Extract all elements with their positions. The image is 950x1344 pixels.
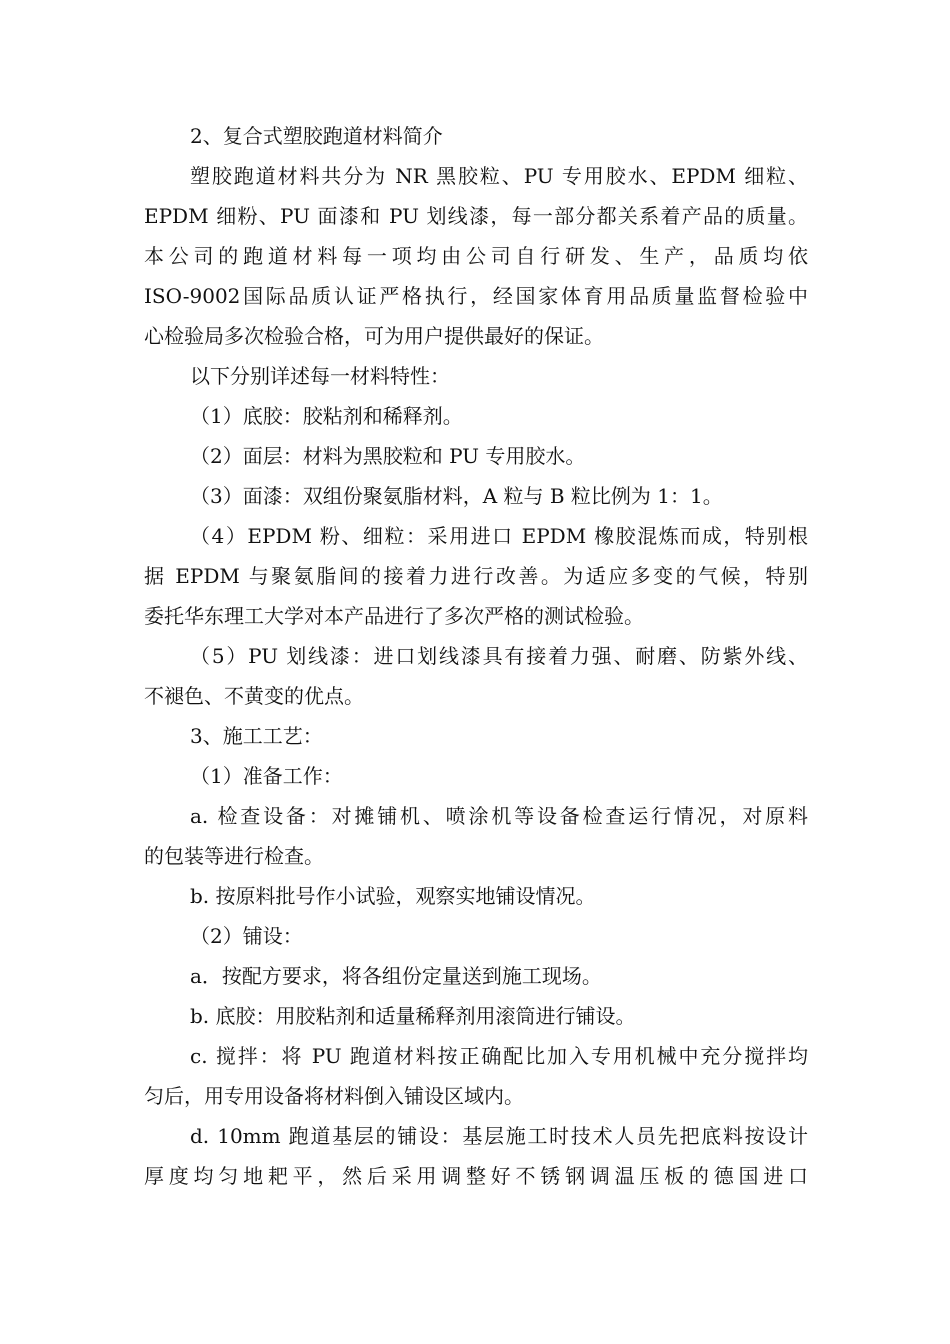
paragraph-line: 匀后，用专用设备将材料倒入铺设区域内。 [144, 1084, 524, 1108]
list-item: （2）面层：材料为黑胶粒和 PU 专用胶水。 [190, 444, 586, 468]
paragraph-line: 心检验局多次检验合格，可为用户提供最好的保证。 [144, 324, 604, 348]
list-item: c. 搅拌：将 PU 跑道材料按正确配比加入专用机械中充分搅拌均 [190, 1044, 808, 1068]
paragraph-line: EPDM 细粉、PU 面漆和 PU 划线漆，每一部分都关系着产品的质量。 [144, 204, 808, 228]
list-item: b. 按原料批号作小试验，观察实地铺设情况。 [190, 884, 596, 908]
list-item: （4）EPDM 粉、细粒：采用进口 EPDM 橡胶混炼而成，特别根 [190, 524, 808, 548]
list-item: d. 10mm 跑道基层的铺设：基层施工时技术人员先把底料按设计 [190, 1124, 808, 1148]
section-heading: 2、复合式塑胶跑道材料简介 [190, 124, 443, 148]
list-item: （3）面漆：双组份聚氨脂材料，A 粒与 B 粒比例为 1：1。 [190, 484, 723, 508]
paragraph-line: 的包装等进行检查。 [144, 844, 324, 868]
list-item: a．按配方要求，将各组份定量送到施工现场。 [190, 964, 602, 988]
paragraph-line: 塑胶跑道材料共分为 NR 黑胶粒、PU 专用胶水、EPDM 细粒、 [190, 164, 808, 188]
paragraph-line: 以下分别详述每一材料特性： [190, 364, 450, 388]
list-item: b. 底胶：用胶粘剂和适量稀释剂用滚筒进行铺设。 [190, 1004, 636, 1028]
paragraph-line: 不褪色、不黄变的优点。 [144, 684, 364, 708]
document-body [144, 116, 808, 1196]
paragraph-line: 厚度均匀地耙平，然后采用调整好不锈钢调温压板的德国进口 [144, 1164, 808, 1188]
list-item: a. 检查设备：对摊铺机、喷涂机等设备检查运行情况，对原料 [190, 804, 808, 828]
paragraph-line: 据 EPDM 与聚氨脂间的接着力进行改善。为适应多变的气候，特别 [144, 564, 808, 588]
list-item: （1）底胶：胶粘剂和稀释剂。 [190, 404, 463, 428]
paragraph-line: 委托华东理工大学对本产品进行了多次严格的测试检验。 [144, 604, 644, 628]
subsection-heading: （1）准备工作： [190, 764, 343, 788]
paragraph-line: ISO-9002国际品质认证严格执行，经国家体育用品质量监督检验中 [144, 284, 808, 308]
list-item: （5）PU 划线漆：进口划线漆具有接着力强、耐磨、防紫外线、 [190, 644, 808, 668]
subsection-heading: （2）铺设： [190, 924, 303, 948]
section-heading: 3、施工工艺： [190, 724, 323, 748]
paragraph-line: 本公司的跑道材料每一项均由公司自行研发、生产，品质均依 [144, 244, 808, 268]
